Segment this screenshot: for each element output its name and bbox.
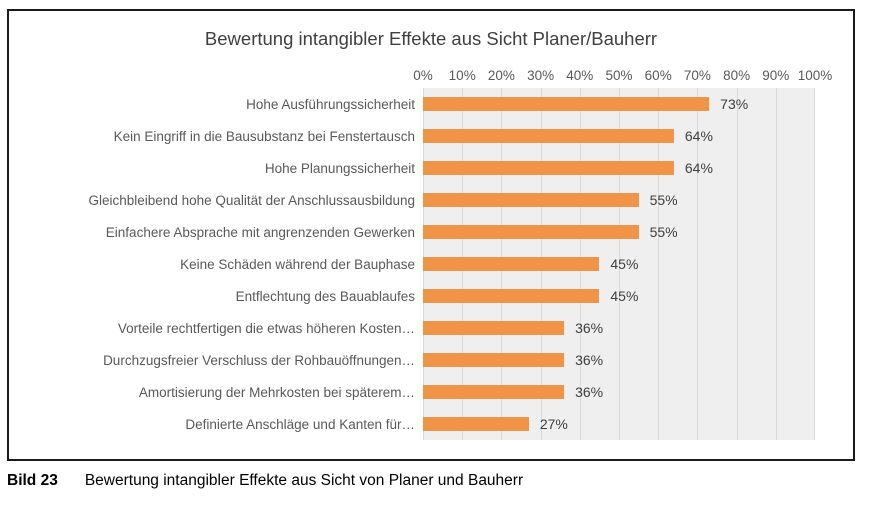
figure-caption-text: Bewertung intangibler Effekte aus Sicht von Planer und Bauherr <box>84 472 524 489</box>
bar-value-label: 73% <box>720 96 749 112</box>
bar-series <box>423 88 815 440</box>
plot-area <box>423 88 815 440</box>
bar-row <box>423 408 815 440</box>
figure-caption-number: Bild 23 <box>7 472 58 489</box>
bar-row <box>423 120 815 152</box>
category-label: Kein Eingriff in die Bausubstanz bei Fenstertausch <box>113 128 415 144</box>
x-axis-tick-label: 100% <box>797 68 833 83</box>
plot-region <box>9 88 853 440</box>
x-axis-tick-label: 0% <box>413 68 433 83</box>
chart-title: Bewertung intangibler Effekte aus Sicht Planer/Bauherr <box>204 28 658 49</box>
bar <box>423 289 599 303</box>
x-axis-tick-label: 60% <box>644 68 672 83</box>
x-axis-tick-label: 50% <box>605 68 633 83</box>
category-axis <box>9 88 423 440</box>
figure-caption <box>7 472 523 490</box>
bar <box>423 97 709 111</box>
category-label: Einfachere Absprache mit angrenzenden Gewerken <box>105 224 415 240</box>
x-axis-tick-label: 90% <box>762 68 790 83</box>
x-axis-tick-label: 10% <box>448 68 476 83</box>
bar <box>423 417 529 431</box>
axis-spacer <box>9 66 423 88</box>
bar <box>423 161 674 175</box>
bar-value-label: 36% <box>575 320 604 336</box>
bar-value-label: 27% <box>539 416 568 432</box>
bar <box>423 257 599 271</box>
bar-row <box>423 344 815 376</box>
bar <box>423 129 674 143</box>
bar-value-label: 64% <box>684 128 713 144</box>
bar <box>423 225 639 239</box>
bar <box>423 321 564 335</box>
x-axis-tick-label: 20% <box>487 68 515 83</box>
chart-figure <box>7 9 855 461</box>
bar-value-label: 45% <box>610 288 639 304</box>
category-label: Amortisierung der Mehrkosten bei späterem… <box>138 384 415 400</box>
x-axis <box>9 66 853 88</box>
bar-value-label: 36% <box>575 352 604 368</box>
bar <box>423 353 564 367</box>
category-label: Hohe Planungssicherheit <box>264 160 415 176</box>
bar-row <box>423 280 815 312</box>
bar <box>423 193 639 207</box>
x-axis-tick-label: 80% <box>723 68 751 83</box>
bar <box>423 385 564 399</box>
category-label: Entflechtung des Bauablaufes <box>235 288 415 304</box>
bar-row <box>423 216 815 248</box>
x-axis-tick-label: 70% <box>683 68 711 83</box>
category-label: Keine Schäden während der Bauphase <box>180 256 415 272</box>
category-label: Vorteile rechtfertigen die etwas höheren Kosten… <box>117 320 415 336</box>
bar-row <box>423 376 815 408</box>
x-axis-tick-label: 40% <box>566 68 594 83</box>
x-axis-tick-labels <box>413 66 833 88</box>
bar-row <box>423 312 815 344</box>
category-label: Definierte Anschläge und Kanten für… <box>185 416 415 432</box>
category-label: Gleichbleibend hohe Qualität der Anschlussausbildung <box>88 192 415 208</box>
bar-value-label: 64% <box>684 160 713 176</box>
bar-row <box>423 88 815 120</box>
bar-value-label: 55% <box>649 224 678 240</box>
x-axis-tick-label: 30% <box>527 68 555 83</box>
category-label: Hohe Ausführungssicherheit <box>246 96 415 112</box>
bar-row <box>423 152 815 184</box>
bar-value-label: 36% <box>575 384 604 400</box>
bar-row <box>423 184 815 216</box>
bar-value-label: 45% <box>610 256 639 272</box>
bar-row <box>423 248 815 280</box>
bar-value-label: 55% <box>649 192 678 208</box>
category-label: Durchzugsfreier Verschluss der Rohbauöffnungen… <box>103 352 415 368</box>
